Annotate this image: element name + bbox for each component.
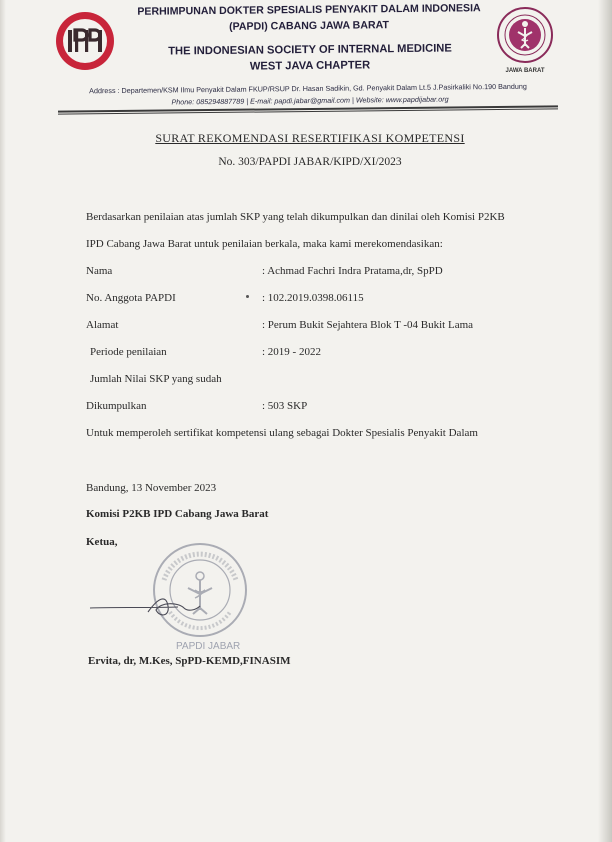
field-value-periode: : 2019 - 2022 bbox=[262, 346, 321, 358]
org-name-line1: PERHIMPUNAN DOKTER SPESIALIS PENYAKIT DALAM INDONESIA bbox=[137, 2, 481, 18]
field-value-alamat: : Perum Bukit Sejahtera Blok T -04 Bukit Lama bbox=[262, 319, 474, 331]
purpose-statement: Untuk memperoleh sertifikat kompetensi ulang sebagai Dokter Spesialis Penyakit Dalam bbox=[86, 427, 478, 439]
committee-name: Komisi P2KB IPD Cabang Jawa Barat bbox=[86, 508, 269, 520]
papdi-jabar-seal-icon bbox=[496, 6, 554, 64]
field-label-alamat: Alamat bbox=[86, 319, 119, 331]
org-address: Address : Departemen/KSM Ilmu Penyakit Dalam FKUP/RSUP Dr. Hasan Sadikin, Gd. Penyakit Dalam Lt.5 J.Pasirkaliki No.190 Bandung bbox=[89, 81, 527, 96]
field-value-dikumpulkan: : 503 SKP bbox=[262, 400, 308, 412]
stamp-text: PAPDI JABAR bbox=[176, 641, 241, 652]
page-edge-shadow-right bbox=[598, 0, 612, 842]
field-label-nama: Nama bbox=[86, 265, 113, 277]
org-name-line2: (PAPDI) CABANG JAWA BARAT bbox=[228, 19, 389, 33]
org-contact bbox=[110, 94, 510, 107]
org-name-en-line1: THE INDONESIAN SOCIETY OF INTERNAL MEDICINE bbox=[168, 42, 452, 58]
page-edge-shadow-left bbox=[0, 0, 6, 842]
field-label-anggota: No. Anggota PAPDI bbox=[86, 292, 176, 304]
papdi-logo-icon bbox=[54, 10, 116, 72]
stray-dot bbox=[246, 295, 249, 298]
letter-number: No. 303/PAPDI JABAR/KIPD/XI/2023 bbox=[218, 156, 402, 168]
org-contact-text: Phone: 085294887789 | E-mail: papdi.jabar@gmail.com | Website: www.papdijabar.org bbox=[171, 94, 449, 107]
signer-name: Ervita, dr, M.Kes, SpPD-KEMD,FINASIM bbox=[88, 655, 291, 667]
place-date: Bandung, 13 November 2023 bbox=[86, 482, 217, 494]
org-name-en-line2: WEST JAVA CHAPTER bbox=[249, 59, 371, 73]
intro-line2: IPD Cabang Jawa Barat untuk penilaian berkala, maka kami merekomendasikan: bbox=[86, 238, 443, 250]
field-value-nama: : Achmad Fachri Indra Pratama,dr, SpPD bbox=[262, 265, 443, 277]
field-label-periode: Periode penilaian bbox=[90, 346, 167, 358]
signer-role: Ketua, bbox=[86, 536, 118, 548]
field-label-dikumpulkan: Dikumpulkan bbox=[86, 400, 147, 412]
intro-line1: Berdasarkan penilaian atas jumlah SKP yang telah dikumpulkan dan dinilai oleh Komisi P2KB bbox=[86, 211, 505, 223]
field-label-jumlah-skp: Jumlah Nilai SKP yang sudah bbox=[90, 373, 222, 385]
letter-title: SURAT REKOMENDASI RESERTIFIKASI KOMPETENSI bbox=[155, 131, 465, 145]
handwritten-signature bbox=[88, 588, 218, 628]
field-value-anggota: : 102.2019.0398.06115 bbox=[262, 292, 364, 304]
right-logo-caption: JAWA BARAT bbox=[505, 68, 545, 74]
